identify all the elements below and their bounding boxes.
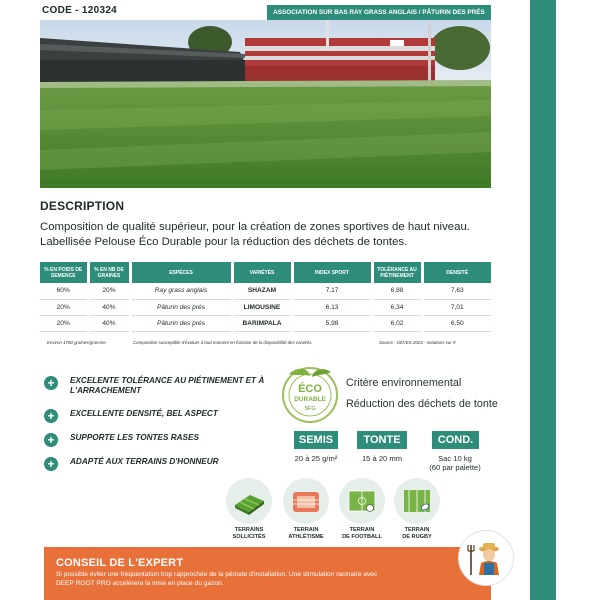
cell-weight: 20% [40, 315, 88, 331]
grass-patch-icon [226, 478, 272, 524]
cell-seeds: 20% [88, 283, 130, 299]
plus-icon: + [44, 376, 58, 390]
cell-sport-index: 6,13 [292, 299, 372, 315]
feature-text: ADAPTÉ AUX TERRAINS D'HONNEUR [70, 457, 219, 466]
note-source: Source : GEVES 2023 - notations sur 9 [379, 340, 456, 345]
terrain-football [338, 478, 386, 541]
table-row [40, 283, 491, 299]
athletics-track-icon [283, 478, 329, 524]
cell-weight: 20% [40, 299, 88, 315]
expert-advice-title: CONSEIL DE L'EXPERT [56, 557, 184, 569]
gardener-icon [458, 530, 514, 586]
description-text [40, 220, 510, 250]
cell-species: Pâturin des prés [130, 315, 232, 331]
header-seed-pct: % EN NB DE GRAINES [88, 262, 130, 283]
eco-label-bottom: DURABLE [294, 396, 326, 403]
header-weight-pct: % EN POIDS DE SEMENCE [40, 262, 88, 283]
plus-icon: + [44, 409, 58, 423]
cell-variety: SHAZAM [232, 283, 292, 299]
description-title: DESCRIPTION [40, 199, 125, 213]
cell-species: Ray grass anglais [130, 283, 232, 299]
cell-sport-index: 7,17 [292, 283, 372, 299]
spec-cond-value [420, 454, 490, 472]
cell-variety: LIMOUSINE [232, 299, 292, 315]
terrain-label: TERRAIN DE FOOTBALL [342, 527, 382, 540]
feature-text: EXCELLENTE DENSITÉ, BEL ASPECT [70, 409, 218, 418]
spec-tonte-label: TONTE [357, 431, 407, 449]
table-row [40, 299, 491, 315]
cell-trampling: 6,02 [372, 315, 422, 331]
cell-density: 7,63 [422, 283, 491, 299]
table-header-row [40, 262, 491, 283]
cell-weight: 60% [40, 283, 88, 299]
cell-sport-index: 5,98 [292, 315, 372, 331]
header-sport-index: INDEX SPORT [292, 262, 372, 283]
cell-variety: BARIMPALA [232, 315, 292, 331]
feature-text: SUPPORTE LES TONTES RASES [70, 433, 199, 442]
spec-cond-line-2: (60 par palette) [429, 463, 481, 472]
right-color-band [530, 0, 556, 600]
plus-icon: + [44, 433, 58, 447]
criteria-line-1: Critère environnemental [346, 377, 462, 389]
eco-durable-label-icon [279, 362, 341, 424]
header-varieties: VARIÉTÉS [232, 262, 292, 283]
cell-trampling: 6,34 [372, 299, 422, 315]
note-seed-count: Environ 1780 graines/gramme [47, 340, 106, 345]
description-line-2: Labellisée Pelouse Éco Durable pour la réduction des déchets de tontes. [40, 236, 408, 248]
spec-semis-label: SEMIS [294, 431, 338, 449]
header-density: DENSITÉ [422, 262, 491, 283]
expert-advice-box [44, 547, 491, 600]
spec-cond-label: COND. [432, 431, 479, 449]
eco-label-org: SFG [304, 406, 316, 412]
description-line-1: Composition de qualité supérieur, pour la création de zones sportives de haut niveau. [40, 221, 470, 233]
header-trampling: TOLÉRANCE AU PIÉTINEMENT [372, 262, 422, 283]
table-row [40, 315, 491, 331]
terrain-label: TERRAIN ATHLÉTISME [288, 527, 324, 540]
rugby-field-icon [394, 478, 440, 524]
cell-species: Pâturin des prés [130, 299, 232, 315]
eco-label-top: ÉCO [298, 383, 322, 395]
product-tag: ASSOCIATION SUR BAS RAY GRASS ANGLAIS / PÂTURIN DES PRÉS [267, 5, 491, 20]
cell-density: 6,50 [422, 315, 491, 331]
terrain-label: TERRAINS SOLLICITÉS [232, 527, 266, 540]
terrain-sollicites [225, 478, 273, 541]
spec-cond-line-1: Sac 10 kg [438, 454, 472, 463]
plus-icon: + [44, 457, 58, 471]
composition-table [40, 262, 491, 332]
expert-advice-text: Si possible éviter une fréquentation trop rapprochée de la période d'installation. Une stimulation racinaire avec DEEP ROOT PRO accélèrera la mise en place du gazon. [56, 571, 378, 587]
terrain-rugby [393, 478, 441, 541]
spec-semis-value: 20 à 25 g/m² [294, 454, 338, 463]
header-species: ESPÈCES [130, 262, 232, 283]
cell-density: 7,01 [422, 299, 491, 315]
terrain-label: TERRAIN DE RUGBY [402, 527, 432, 540]
football-field-icon [339, 478, 385, 524]
stadium-photo [40, 20, 491, 188]
spec-tonte-value: 15 à 20 mm [361, 454, 403, 463]
terrain-athletisme [282, 478, 330, 541]
table-notes [47, 340, 487, 348]
product-code: CODE - 120324 [42, 5, 118, 16]
feature-text: EXCELENTE TOLÉRANCE AU PIÉTINEMENT ET À L'ARRACHEMENT [70, 376, 265, 395]
cell-seeds: 40% [88, 299, 130, 315]
criteria-line-2: Réduction des déchets de tonte [346, 398, 498, 410]
note-composition: Composition susceptible d'évoluer à tout moment en fonction de la disponibilité des variétés. [133, 340, 313, 345]
cell-seeds: 40% [88, 315, 130, 331]
cell-trampling: 6,88 [372, 283, 422, 299]
